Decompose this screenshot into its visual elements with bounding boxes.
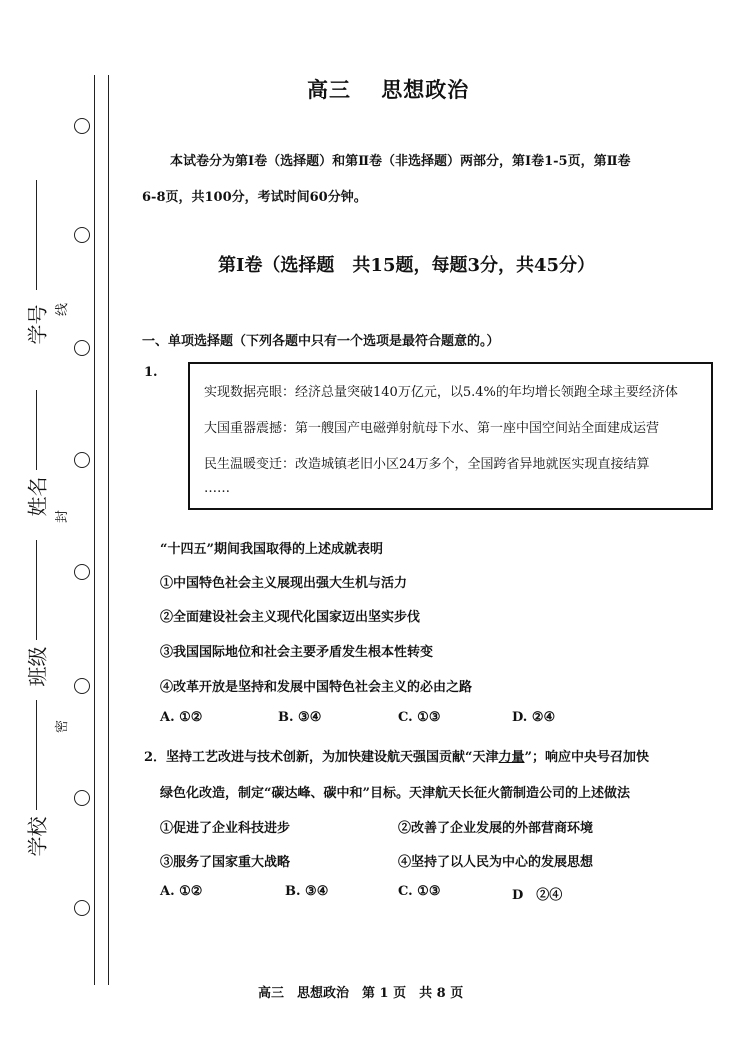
q1-statement: ②全面建设社会主义现代化国家迈出坚实步伐 (160, 610, 421, 625)
q1-statement: ①中国特色社会主义展现出强大生机与活力 (160, 576, 408, 591)
binding-hole (74, 790, 90, 806)
seal-word-secret: 密 (55, 719, 71, 734)
intro-line-2: 6-8页，共100分，考试时间60分钟。 (142, 190, 367, 205)
binding-line-inner (108, 75, 109, 985)
q1-material-line: 大国重器震撼：第一艘国产电磁弹射航母下水、第一座中国空间站全面建成运营 (204, 421, 660, 436)
q1-option-b[interactable]: B. ③④ (278, 710, 322, 725)
q2-stem-underlined: 力量 (498, 750, 525, 765)
binding-hole (74, 564, 90, 580)
binding-hole (74, 452, 90, 468)
binding-hole (74, 118, 90, 134)
student-id-blank[interactable] (36, 180, 37, 290)
page-title: 高三 思想政治 (307, 77, 470, 102)
q1-material-box (188, 362, 713, 510)
name-blank[interactable] (36, 390, 37, 470)
binding-hole (74, 340, 90, 356)
school-label: 学校 (25, 816, 50, 857)
q2-stem-line-2: 绿色化改造，制定“碳达峰、碳中和”目标。天津航天长征火箭制造公司的上述做法 (160, 786, 630, 801)
binding-hole (74, 678, 90, 694)
class-blank[interactable] (36, 540, 37, 640)
intro-line-1: 本试卷分为第Ⅰ卷（选择题）和第Ⅱ卷（非选择题）两部分，第Ⅰ卷1-5页，第Ⅱ卷 (170, 154, 631, 169)
seal-word-seal: 封 (55, 509, 71, 524)
q2-statement: ①促进了企业科技进步 (160, 821, 291, 836)
q2-stem-line-1 (144, 746, 649, 765)
q2-option-c[interactable]: C. ①③ (398, 884, 441, 899)
q2-stem-prefix: 2．坚持工艺改进与技术创新，为加快建设航天强国贡献“天津 (144, 750, 499, 765)
name-label: 姓名 (25, 476, 50, 517)
q2-statement: ③服务了国家重大战略 (160, 855, 291, 870)
q1-statement: ④改革开放是坚持和发展中国特色社会主义的必由之路 (160, 680, 473, 695)
seal-word-line: 线 (55, 302, 71, 317)
class-label: 班级 (25, 646, 50, 687)
school-blank[interactable] (36, 700, 37, 810)
section1-heading: 一、单项选择题（下列各题中只有一个选项是最符合题意的。） (142, 334, 500, 349)
binding-hole (74, 900, 90, 916)
q2-option-b[interactable]: B. ③④ (285, 884, 329, 899)
student-id-label: 学号 (25, 304, 50, 345)
q2-stem-suffix: ”；响应中央号召加快 (524, 750, 650, 765)
q1-material-line: 实现数据亮眼：经济总量突破140万亿元，以5.4%的年均增长领跑全球主要经济体 (204, 385, 678, 400)
part1-title: 第Ⅰ卷（选择题 共15题，每题3分，共45分） (218, 255, 596, 276)
q1-material-line: …… (204, 481, 230, 496)
binding-line-outer (94, 75, 95, 985)
q1-option-c[interactable]: C. ①③ (398, 710, 441, 725)
page-footer: 高三 思想政治 第 1 页 共 8 页 (258, 986, 464, 1001)
q1-statement: ③我国国际地位和社会主要矛盾发生根本性转变 (160, 645, 434, 660)
q2-option-d[interactable]: D ②④ (512, 888, 563, 903)
q2-option-a[interactable]: A. ①② (160, 884, 203, 899)
q1-stem: “十四五”期间我国取得的上述成就表明 (160, 542, 383, 557)
q1-option-a[interactable]: A. ①② (160, 710, 203, 725)
q1-material-line: 民生温暖变迁：改造城镇老旧小区24万多个，全国跨省异地就医实现直接结算 (204, 457, 650, 472)
q1-number: 1. (144, 365, 158, 380)
q2-statement: ④坚持了以人民为中心的发展思想 (398, 855, 594, 870)
q1-option-d[interactable]: D. ②④ (512, 710, 556, 725)
binding-hole (74, 227, 90, 243)
q2-statement: ②改善了企业发展的外部营商环境 (398, 821, 594, 836)
